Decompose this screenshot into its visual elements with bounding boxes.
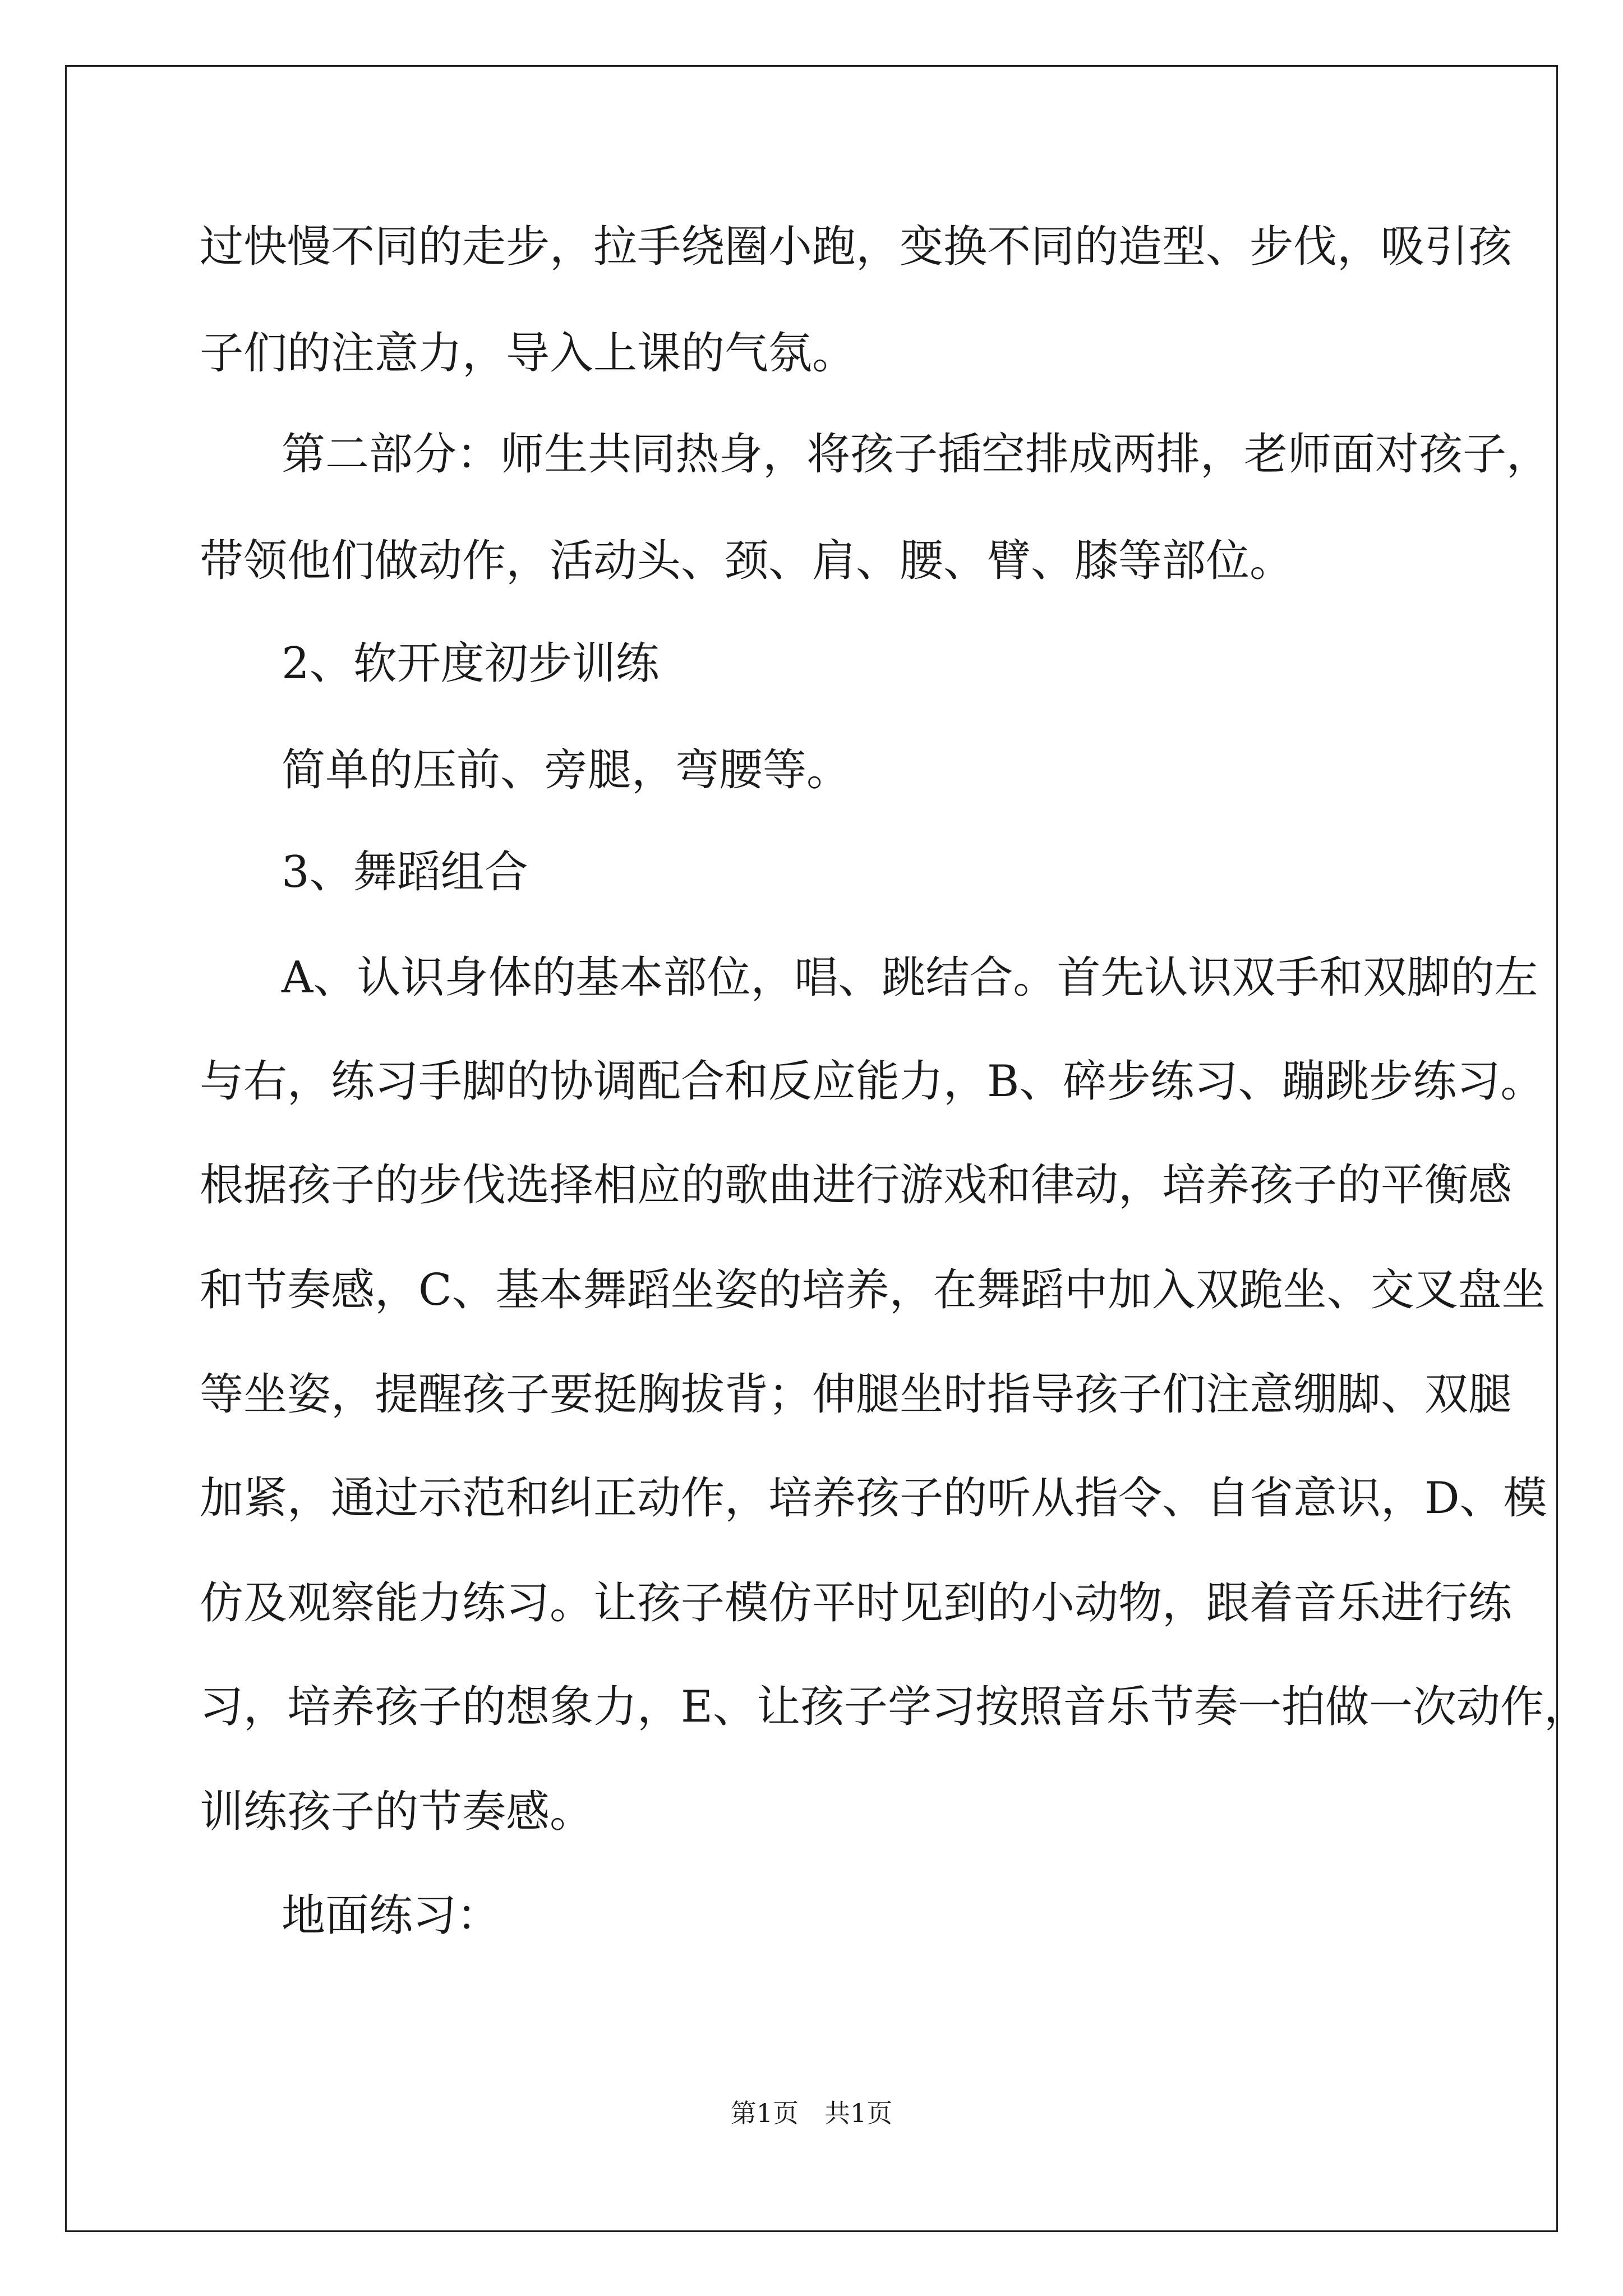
body-line: 仿及观察能力练习。让孩子模仿平时见到的小动物，跟着音乐进行练 [200,1578,1513,1628]
body-line: 3、舞蹈组合 [282,847,528,898]
body-line: 2、软开度初步训练 [282,638,660,689]
body-line: 子们的注意力，导入上课的气氛。 [200,328,856,379]
body-line: 简单的压前、旁腿，弯腰等。 [282,745,851,795]
body-line: 与右，练习手脚的协调配合和反应能力，B、碎步练习、蹦跳步练习。 [200,1056,1544,1107]
body-line: 等坐姿，提醒孩子要挺胸拔背；伸腿坐时指导孩子们注意绷脚、双腿 [200,1369,1513,1420]
body-line: 带领他们做动作，活动头、颈、肩、腰、臂、膝等部位。 [200,536,1294,586]
document-body [200,0,1588,2296]
body-line: 训练孩子的节奏感。 [200,1787,594,1837]
body-line: 和节奏感，C、基本舞蹈坐姿的培养，在舞蹈中加入双跪坐、交叉盘坐 [200,1265,1546,1315]
body-line: 地面练习： [282,1890,501,1941]
body-line: 加紧，通过示范和纠正动作，培养孩子的听从指令、自省意识，D、模 [200,1473,1547,1524]
body-line: 习，培养孩子的想象力，E、让孩子学习按照音乐节奏一拍做一次动作， [200,1682,1588,1732]
body-line: A、认识身体的基本部位，唱、跳结合。首先认识双手和双脚的左 [282,953,1538,1003]
body-line: 根据孩子的步伐选择相应的歌曲进行游戏和律动，培养孩子的平衡感 [200,1160,1513,1211]
body-line: 第二部分：师生共同热身，将孩子插空排成两排，老师面对孩子， [282,429,1551,480]
body-line: 过快慢不同的走步，拉手绕圈小跑，变换不同的造型、步伐，吸引孩 [200,222,1513,272]
page-number: 第1页 共1页 [730,2098,893,2128]
